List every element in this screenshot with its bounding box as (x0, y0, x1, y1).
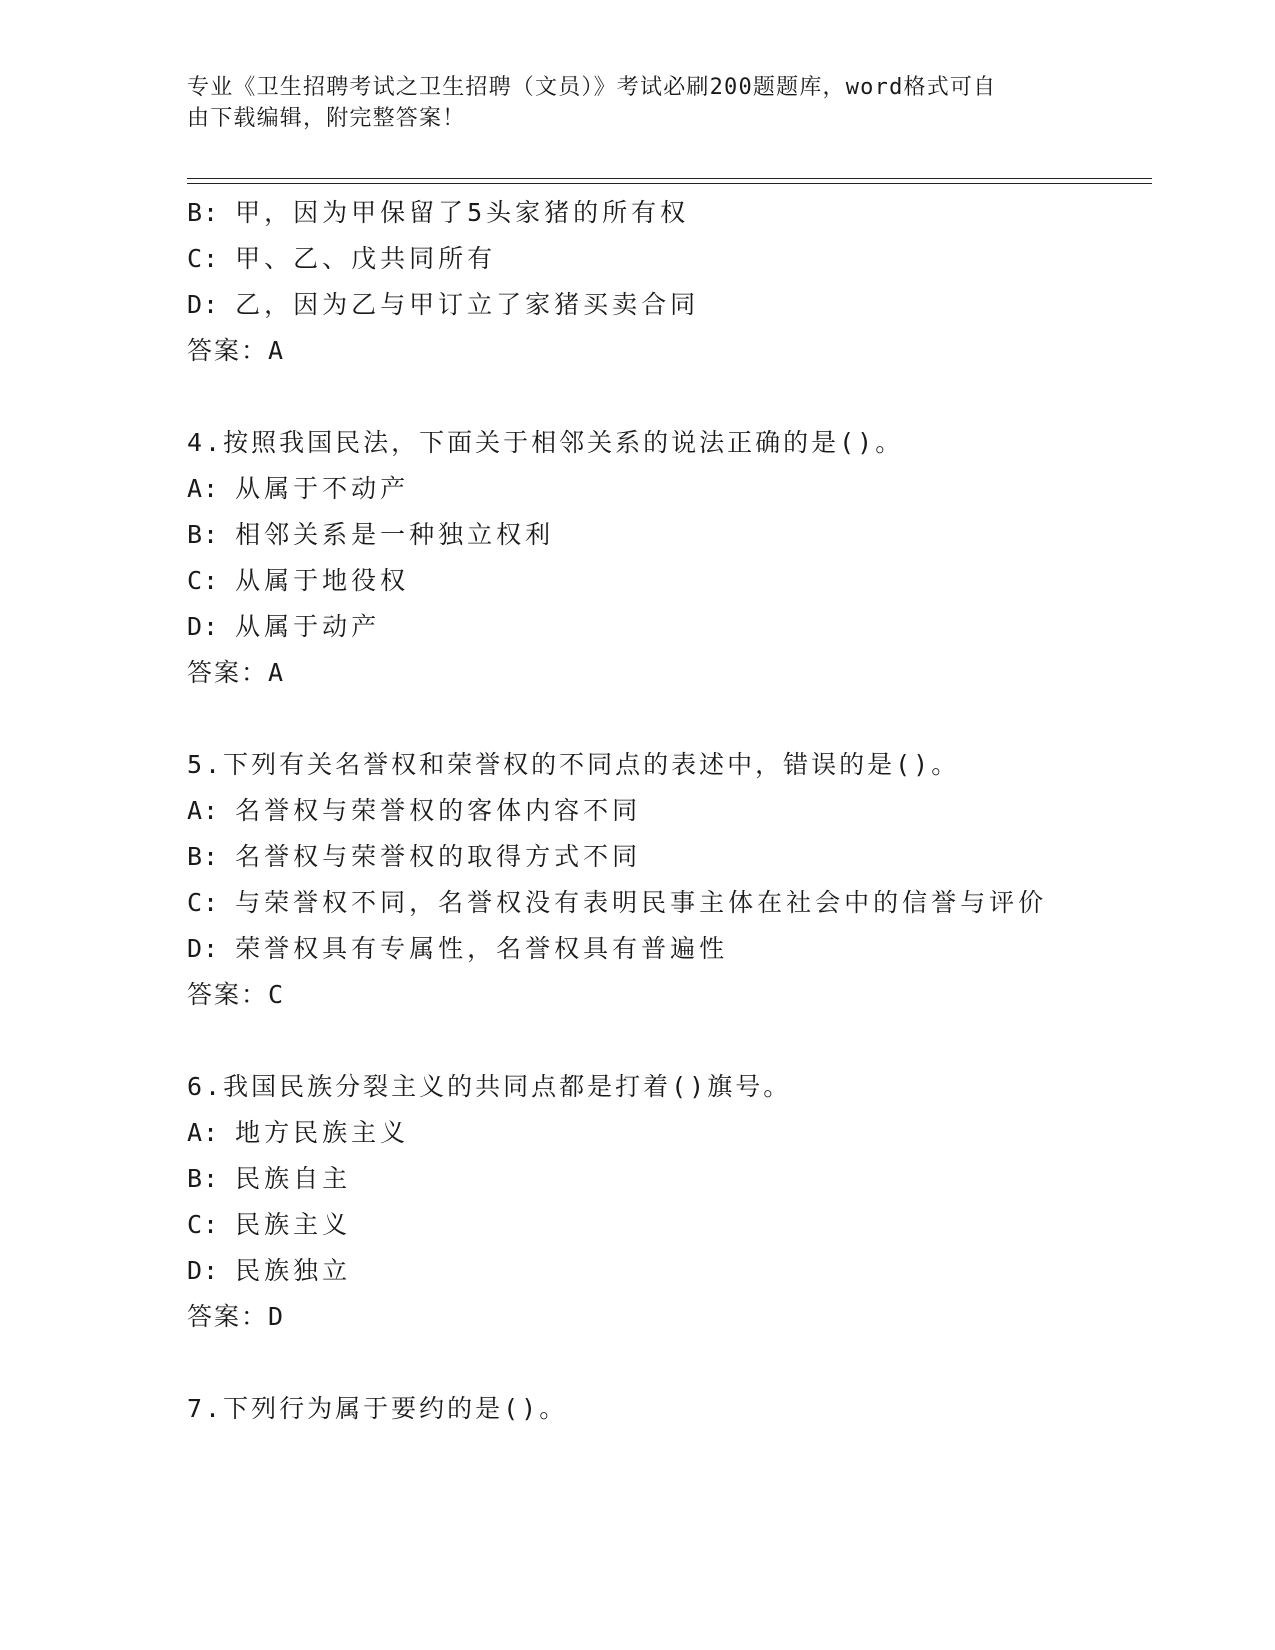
option-text: 从属于不动产 (235, 474, 410, 503)
option-line (187, 604, 1167, 650)
spacer (187, 696, 1167, 742)
question-4 (187, 420, 1167, 696)
header-divider-bottom (187, 183, 1152, 184)
option-letter: D: (187, 934, 220, 963)
answer-label: 答案： (187, 336, 269, 365)
option-line (187, 512, 1167, 558)
option-letter: D: (187, 290, 220, 319)
option-letter: A: (187, 1118, 220, 1147)
option-letter: C: (187, 244, 220, 273)
option-letter: B: (187, 1164, 220, 1193)
option-text: 乙，因为乙与甲订立了家猪买卖合同 (235, 290, 700, 319)
option-text: 甲、乙、戊共同所有 (235, 244, 497, 273)
option-text: 从属于动产 (235, 612, 381, 641)
option-line (187, 1248, 1167, 1294)
document-header (187, 72, 1067, 134)
option-letter: C: (187, 566, 220, 595)
answer-line (187, 328, 1167, 374)
option-text: 民族独立 (235, 1256, 352, 1285)
option-text: 名誉权与荣誉权的客体内容不同 (235, 796, 642, 825)
option-line (187, 282, 1167, 328)
header-line-2: 由下载编辑，附完整答案！ (187, 106, 466, 131)
option-line (187, 834, 1167, 880)
option-line (187, 788, 1167, 834)
header-line-1: 专业《卫生招聘考试之卫生招聘（文员）》考试必刷200题题库，word格式可自 (187, 75, 997, 100)
option-letter: D: (187, 1256, 220, 1285)
option-line (187, 466, 1167, 512)
spacer (187, 1340, 1167, 1386)
option-letter: C: (187, 1210, 220, 1239)
answer-value: D (268, 1302, 286, 1331)
answer-label: 答案： (187, 1302, 269, 1331)
option-text: 名誉权与荣誉权的取得方式不同 (235, 842, 642, 871)
question-3-tail (187, 190, 1167, 374)
option-letter: D: (187, 612, 220, 641)
option-line (187, 926, 1167, 972)
option-letter: A: (187, 474, 220, 503)
option-text: 从属于地役权 (235, 566, 410, 595)
question-stem: 4.按照我国民法，下面关于相邻关系的说法正确的是()。 (187, 428, 904, 457)
answer-label: 答案： (187, 980, 269, 1009)
question-6 (187, 1064, 1167, 1340)
option-text: 地方民族主义 (235, 1118, 410, 1147)
option-text: 民族自主 (235, 1164, 352, 1193)
option-line (187, 1202, 1167, 1248)
option-line (187, 880, 1167, 926)
option-line (187, 558, 1167, 604)
question-stem: 5.下列有关名誉权和荣誉权的不同点的表述中，错误的是()。 (187, 750, 960, 779)
option-line (187, 1110, 1167, 1156)
option-line (187, 190, 1167, 236)
header-divider-top (187, 178, 1152, 179)
question-stem: 7.下列行为属于要约的是()。 (187, 1394, 568, 1423)
answer-line (187, 1294, 1167, 1340)
question-stem: 6.我国民族分裂主义的共同点都是打着()旗号。 (187, 1072, 792, 1101)
option-line (187, 1156, 1167, 1202)
option-letter: A: (187, 796, 220, 825)
option-text: 甲，因为甲保留了5头家猪的所有权 (235, 198, 690, 227)
answer-value: A (268, 336, 286, 365)
option-line (187, 236, 1167, 282)
option-letter: B: (187, 842, 220, 871)
option-text: 民族主义 (235, 1210, 352, 1239)
question-7 (187, 1386, 1167, 1432)
question-5 (187, 742, 1167, 1018)
option-text: 相邻关系是一种独立权利 (235, 520, 555, 549)
option-letter: C: (187, 888, 220, 917)
spacer (187, 374, 1167, 420)
answer-label: 答案： (187, 658, 269, 687)
spacer (187, 1018, 1167, 1064)
option-letter: B: (187, 520, 220, 549)
answer-line (187, 972, 1167, 1018)
option-text: 荣誉权具有专属性，名誉权具有普遍性 (235, 934, 729, 963)
option-text: 与荣誉权不同，名誉权没有表明民事主体在社会中的信誉与评价 (235, 888, 1048, 917)
option-letter: B: (187, 198, 220, 227)
question-list (187, 190, 1167, 1432)
answer-line (187, 650, 1167, 696)
answer-value: A (268, 658, 286, 687)
answer-value: C (268, 980, 286, 1009)
